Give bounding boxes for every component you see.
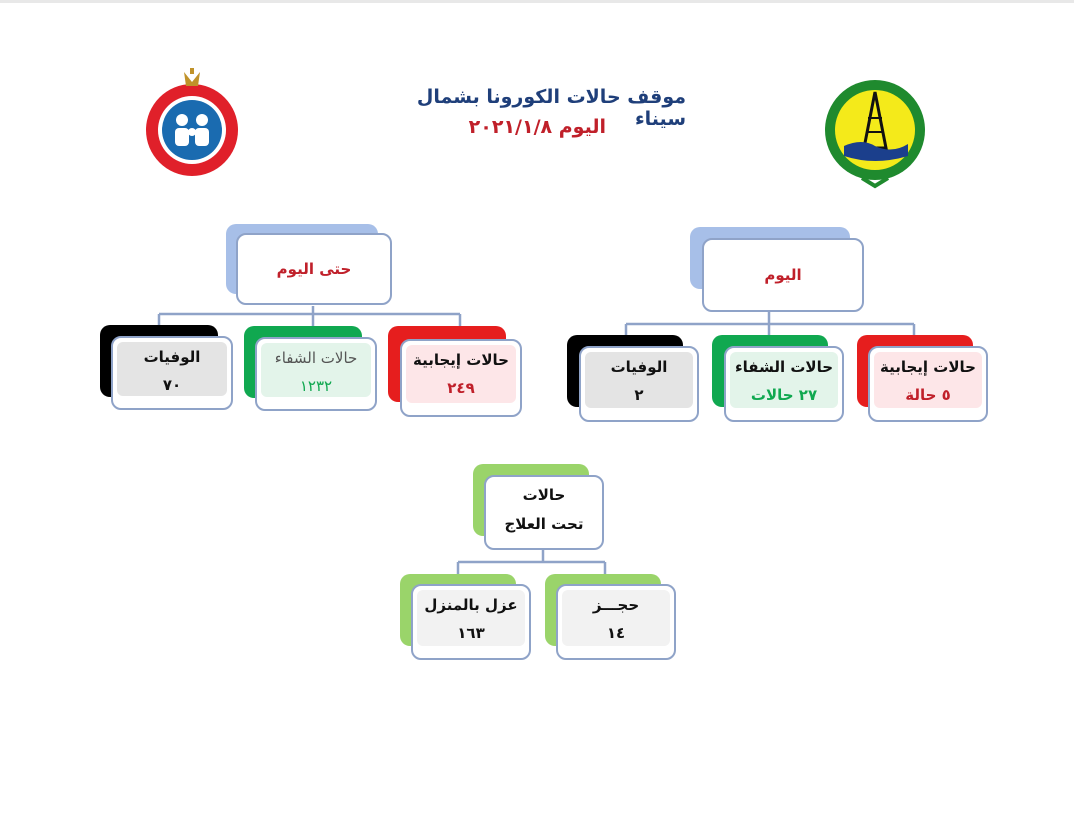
cumulative-deaths-value: ٧٠ bbox=[162, 376, 182, 394]
cumulative-positive-card bbox=[400, 339, 522, 417]
today-recovered-label: حالات الشفاء bbox=[734, 358, 834, 376]
treatment-header-line1: حالات bbox=[522, 486, 566, 504]
today-recovered-card bbox=[724, 346, 844, 422]
home-isolation-card bbox=[411, 584, 531, 660]
quarantine-card bbox=[556, 584, 676, 660]
treatment-header-card bbox=[484, 475, 604, 550]
quarantine-value: ١٤ bbox=[606, 624, 626, 642]
cumulative-header-card bbox=[236, 233, 392, 305]
cumulative-positive-label: حالات إيجابية bbox=[413, 351, 509, 369]
today-positive-label: حالات إيجابية bbox=[880, 358, 976, 376]
home-isolation-label: عزل بالمنزل bbox=[424, 596, 518, 614]
cumulative-recovered-value: ١٢٣٢ bbox=[299, 377, 333, 395]
cumulative-recovered-card bbox=[255, 337, 377, 411]
title-line-1: موقف حالات الكورونا بشمال سيناء bbox=[416, 86, 686, 130]
today-recovered-value: ٢٧ حالات bbox=[750, 386, 818, 404]
today-header-label: اليوم bbox=[764, 266, 802, 284]
cumulative-deaths-label: الوفيات bbox=[143, 348, 201, 366]
today-positive-card bbox=[868, 346, 988, 422]
treatment-header-line2: تحت العلاج bbox=[504, 515, 584, 533]
quarantine-label: حجـــز bbox=[592, 596, 640, 614]
today-deaths-label: الوفيات bbox=[610, 358, 668, 376]
cumulative-positive-value: ٢٤٩ bbox=[447, 379, 475, 397]
title-date: اليوم ٢٠٢١/١/٨ bbox=[468, 116, 606, 138]
cumulative-recovered-label: حالات الشفاء bbox=[274, 349, 358, 367]
cumulative-header-label: حتى اليوم bbox=[276, 260, 352, 278]
today-positive-value: ٥ حالة bbox=[905, 386, 951, 404]
today-deaths-card bbox=[579, 346, 699, 422]
cumulative-deaths-card bbox=[111, 336, 233, 410]
today-header-card bbox=[702, 238, 864, 312]
today-deaths-value: ٢ bbox=[634, 386, 644, 404]
home-isolation-value: ١٦٣ bbox=[457, 624, 485, 642]
